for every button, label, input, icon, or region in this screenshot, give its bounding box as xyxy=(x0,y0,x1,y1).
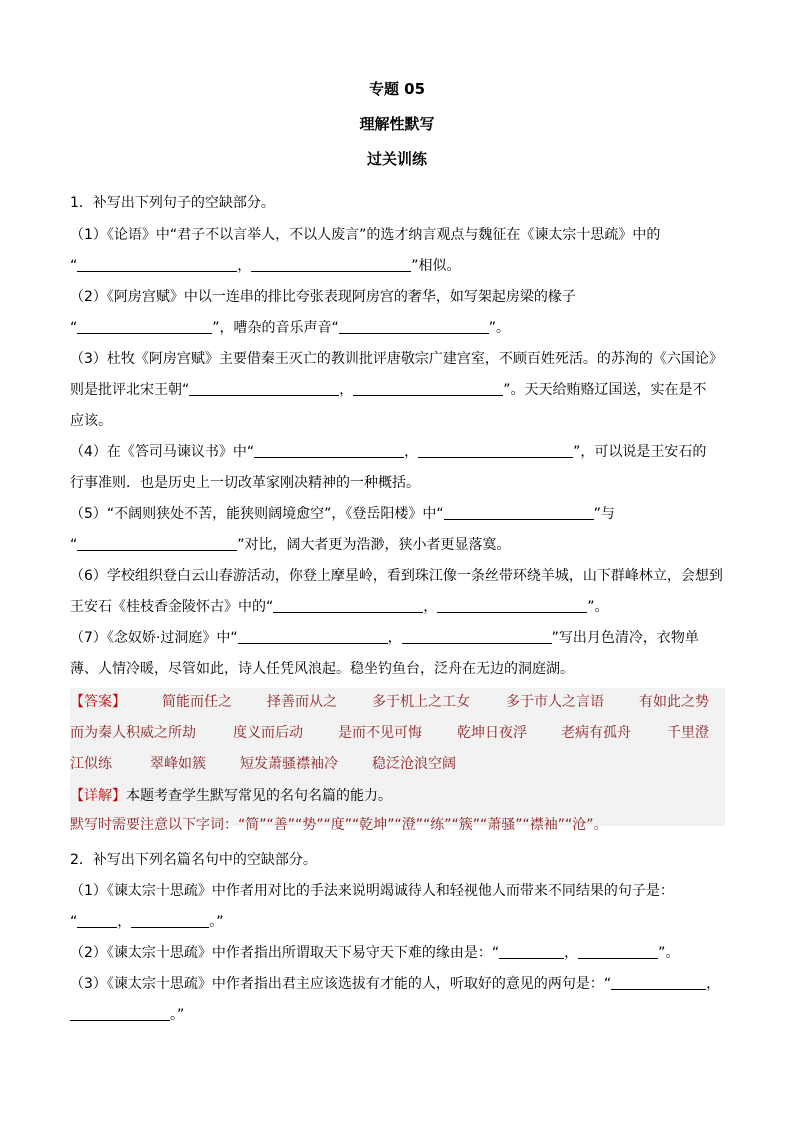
q2-item-1-line-1: （1）《谏太宗十思疏》中作者用对比的手法来说明竭诚待人和轻视他人而带来不同结果的句子是： xyxy=(70,883,674,899)
comma: ， xyxy=(706,976,721,992)
blank[interactable] xyxy=(189,381,339,396)
question-1-stem: 1．补写出下列句子的空缺部分。 xyxy=(70,195,275,211)
blank[interactable] xyxy=(353,381,503,396)
answer-item: 老病有孤舟 xyxy=(561,725,631,741)
line-end: ”写出月色清冷，衣物单 xyxy=(551,630,699,646)
question-2-stem: 2．补写出下列名篇名句中的空缺部分。 xyxy=(70,852,317,868)
section-title: 过关训练 xyxy=(366,150,427,168)
detail-note: 默写时需要注意以下字词：“简”“善”“势”“度”“乾坤”“澄”“练”“簇”“萧骚”“襟袖”“沧”。 xyxy=(70,817,608,833)
q2-item-3-line-2 xyxy=(70,1005,725,1025)
answer-row-3 xyxy=(70,754,725,774)
comma: ， xyxy=(117,914,132,930)
line-end: ”对比，阔大者更为浩渺，狭小者更显落寞。 xyxy=(237,537,511,553)
q1-item-2-line-1: （2）《阿房宫赋》中以一连串的排比夸张表现阿房宫的奢华，如写架起房梁的椽子 xyxy=(70,289,576,305)
answer-item: 千里澄 xyxy=(667,725,709,741)
line-start: （2）《谏太宗十思疏》中作者指出所谓取天下易守天下难的缘由是：“ xyxy=(70,945,500,961)
line-start: （4）在《答司马谏议书》中“ xyxy=(70,444,255,460)
quote-open: “ xyxy=(70,537,78,553)
line-end: ”。 xyxy=(488,320,511,336)
line-end: ”。 xyxy=(658,945,680,961)
blank[interactable] xyxy=(77,536,237,551)
answer-item: 而为秦人积威之所劫 xyxy=(70,725,196,741)
q1-item-4-line-1 xyxy=(70,442,725,462)
answer-item: 稳泛沧浪空阔 xyxy=(372,756,456,772)
blank[interactable] xyxy=(77,319,212,334)
detail-label: 【详解】 xyxy=(70,788,126,804)
line-end: ”。 xyxy=(587,599,609,615)
blank[interactable] xyxy=(273,598,423,613)
answer-item: 乾坤日夜浮 xyxy=(457,725,527,741)
blank[interactable] xyxy=(251,257,411,272)
detail-row xyxy=(70,786,392,806)
line-end: ”相似。 xyxy=(411,258,461,274)
blank[interactable] xyxy=(499,944,564,959)
answer-label: 【答案】 xyxy=(70,694,126,710)
q2-item-2 xyxy=(70,943,725,963)
blank[interactable] xyxy=(70,1006,170,1021)
answer-row-1 xyxy=(70,692,725,712)
blank[interactable] xyxy=(578,944,658,959)
q1-item-7-line-2: 薄、人情冷暖，尽管如此，诗人任凭风浪起。稳坐钓鱼台，泛舟在无边的洞庭湖。 xyxy=(70,661,574,677)
answer-item: 是而不见可悔 xyxy=(338,725,422,741)
comma: ， xyxy=(237,258,252,274)
q1-item-6-line-1: （6）学校组织登白云山春游活动，你登上摩星岭，看到珠江像一条丝带环绕羊城，山下群峰林立，会想到 xyxy=(70,568,723,584)
blank[interactable] xyxy=(77,257,237,272)
line-end: 。” xyxy=(170,1007,185,1023)
detail-text: 本题考查学生默写常见的名句名篇的能力。 xyxy=(126,788,392,804)
blank[interactable] xyxy=(238,629,388,644)
blank[interactable] xyxy=(77,913,117,928)
comma: ， xyxy=(404,444,419,460)
q2-item-3-line-1 xyxy=(70,974,725,994)
line-start: 王安石《桂枝香金陵怀古》中的“ xyxy=(70,599,274,615)
answer-item: 短发萧骚襟袖冷 xyxy=(240,756,338,772)
page-subtitle: 理解性默写 xyxy=(359,115,435,133)
q2-item-1-line-2 xyxy=(70,912,725,932)
line-end: ”。天天给贿赂辽国送，实在是不 xyxy=(503,382,707,398)
comma: ， xyxy=(387,630,402,646)
answer-item: 有如此之势 xyxy=(639,694,709,710)
line-end: 。” xyxy=(209,914,224,930)
q1-item-7-line-1 xyxy=(70,628,725,648)
line-mid: ”，嘈杂的音乐声音“ xyxy=(212,320,339,336)
comma: ， xyxy=(339,382,354,398)
q1-item-4-line-2: 行事准则．也是历史上一切改革家刚决精神的一种概括。 xyxy=(70,475,420,491)
blank[interactable] xyxy=(437,598,587,613)
answer-row-2 xyxy=(70,723,725,743)
q1-item-5-line-1 xyxy=(70,504,725,524)
blank[interactable] xyxy=(611,975,706,990)
q1-item-6-line-2 xyxy=(70,597,725,617)
q1-item-3-line-2 xyxy=(70,380,725,400)
line-start: （5）“不阔则狭处不苦，能狭则阔境愈空”，《登岳阳楼》中“ xyxy=(70,506,444,522)
comma: ， xyxy=(423,599,438,615)
q1-item-2-line-2 xyxy=(70,318,725,338)
answer-item: 简能而任之 xyxy=(162,694,232,710)
page-title: 专题 05 xyxy=(368,80,426,98)
quote-open: “ xyxy=(70,320,78,336)
blank[interactable] xyxy=(418,443,573,458)
blank[interactable] xyxy=(339,319,489,334)
answer-item: 多于机上之工女 xyxy=(372,694,470,710)
answer-item: 翠峰如簇 xyxy=(150,756,206,772)
line-end: ”与 xyxy=(593,506,615,522)
answer-item: 多于市人之言语 xyxy=(506,694,604,710)
blank[interactable] xyxy=(131,913,209,928)
q1-item-3-line-1: （3）杜牧《阿房宫赋》主要借秦王灭亡的教训批评唐敬宗广建宫室，不顾百姓死活。的苏洵的《六国论》 xyxy=(70,351,723,367)
comma: ， xyxy=(564,945,579,961)
blank[interactable] xyxy=(444,505,594,520)
blank[interactable] xyxy=(402,629,552,644)
q1-item-5-line-2 xyxy=(70,535,725,555)
q1-item-3-line-3: 应该。 xyxy=(70,413,112,429)
line-start: 则是批评北宋王朝“ xyxy=(70,382,190,398)
q1-item-1-line-2 xyxy=(70,256,725,276)
line-end: ”，可以说是王安石的 xyxy=(573,444,707,460)
q1-item-1-line-1: （1）《论语》中“君子不以言举人，不以人废言”的选才纳言观点与魏征在《谏太宗十思疏》中的 xyxy=(70,227,661,243)
answer-item: 择善而从之 xyxy=(267,694,337,710)
blank[interactable] xyxy=(254,443,404,458)
quote-open: “ xyxy=(70,258,78,274)
line-start: （3）《谏太宗十思疏》中作者指出君主应该选拔有才能的人，听取好的意见的两句是：“ xyxy=(70,976,612,992)
answer-item: 度义而后动 xyxy=(233,725,303,741)
answer-item: 江似练 xyxy=(70,756,112,772)
quote-open: “ xyxy=(70,914,78,930)
line-start: （7）《念奴娇·过洞庭》中“ xyxy=(70,630,238,646)
